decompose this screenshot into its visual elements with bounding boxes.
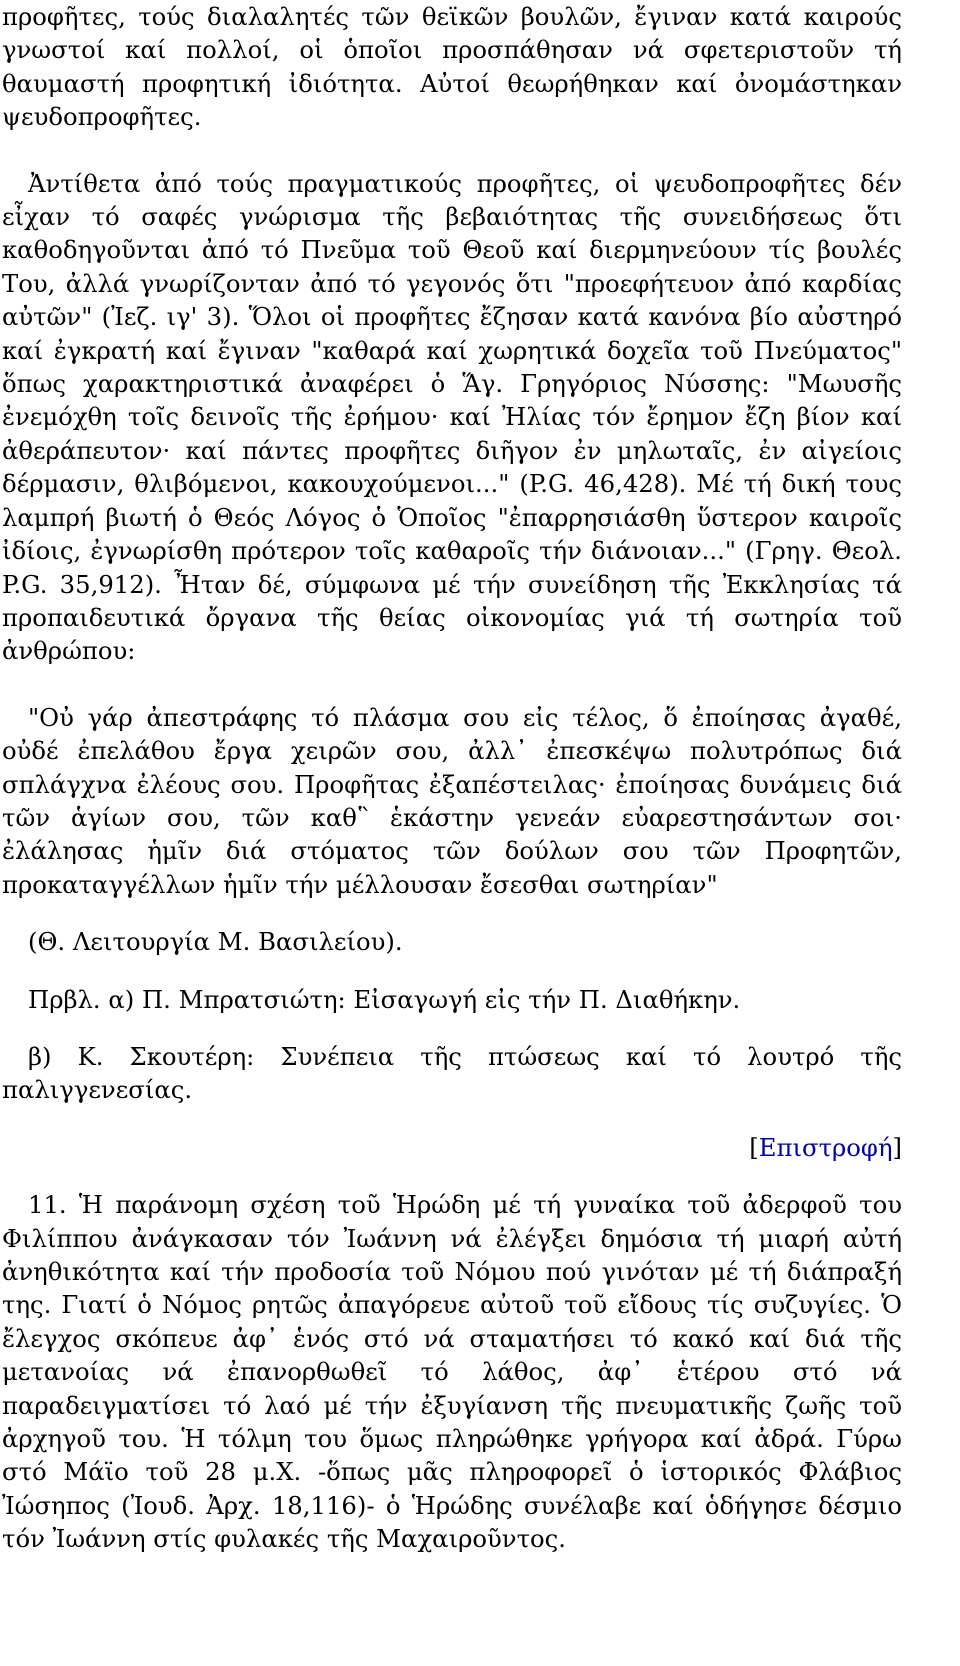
return-link[interactable]: Επιστροφή <box>758 1132 893 1162</box>
footnote-11: 11. Ἡ παράνομη σχέση τοῦ Ἡρώδη μέ τή γυναίκα τοῦ ἀδερφοῦ του Φιλίππου ἀνάγκασαν τόν Ἰωάννη νά ἐλέγξει δημόσια τή μιαρή αὐτή ἀνηθικότητα καί τήν προδοσία τοῦ Νόμου πού γινόταν μέ τή διάπραξή της. Γιατί ὁ Νόμος ρητῶς ἀπαγόρευε αὐτοῦ τοῦ εἴδους τίς συζυγίες. Ὁ ἔλεγχος σκόπευε ἀφ᾽ ἑνός στό νά σταματήσει τό κακό καί διά τῆς μετανοίας νά ἐπανορθωθεῖ τό λάθος, ἀφ᾽ ἑτέρου στό νά παραδειγματίσει τό λαό μέ τήν ἐξυγίανση τῆς πνευματικῆς ζωῆς τοῦ ἀρχηγοῦ του. Ἡ τόλμη του ὅμως πληρώθηκε γρήγορα καί ἀδρά. Γύρω στό Μάϊο τοῦ 28 μ.Χ. -ὅπως μᾶς πληροφορεῖ ὁ ἱστορικός Φλάβιος Ἰώσηπος (Ἰουδ. Ἀρχ. 18,116)- ὁ Ἡρώδης συνέλαβε καί ὁδήγησε δέσμιο τόν Ἰωάννη στίς φυλακές τῆς Μαχαιροῦντος. <box>2 1190 902 1554</box>
return-link-row <box>2 1131 902 1164</box>
liturgy-citation: (Θ. Λειτουργία Μ. Βασιλείου). <box>28 927 403 957</box>
paragraph-spacer <box>2 134 902 167</box>
reference-b: β) Κ. Σκουτέρη: Συνέπεια τῆς πτώσεως καί τό λουτρό τῆς παλιγγενεσίας. <box>2 1041 902 1105</box>
paragraph-spacer <box>2 1107 902 1131</box>
paragraph-spacer <box>2 959 902 983</box>
paragraph-false-prophets-intro: προφῆτες, τούς διαλαλητές τῶν θεϊκῶν βουλῶν, ἔγιναν κατά καιρούς γνωστοί καί πολλοί, οἱ ὁποῖοι προσπάθησαν νά σφετεριστοῦν τή θαυμαστή προφητική ἰδιότητα. Αὐτοί θεωρήθηκαν καί ὀνομάστηκαν ψευδοπροφῆτες. <box>2 2 902 132</box>
paragraph-true-vs-false-prophets: Ἀντίθετα ἀπό τούς πραγματικούς προφῆτες, οἱ ψευδοπροφῆτες δέν εἶχαν τό σαφές γνώρισμα τῆς βεβαιότητας τῆς συνειδήσεως ὅτι καθοδηγοῦνται ἀπό τό Πνεῦμα τοῦ Θεοῦ καί διερμηνεύουν τίς βουλές Του, ἀλλά γνωρίζονταν ἀπό τό γεγονός ὅτι "προεφήτευον ἀπό καρδίας αὐτῶν" (Ἰεζ. ιγ' 3). Ὅλοι οἱ προφῆτες ἔζησαν κατά κανόνα βίο αὐστηρό καί ἐγκρατή καί ἔγιναν "καθαρά καί χωρητικά δοχεῖα τοῦ Πνεύματος" ὅπως χαρακτηριστικά ἀναφέρει ὁ Ἅγ. Γρηγόριος Νύσσης: "Μωυσῆς ἐνεμόχθη τοῖς δεινοῖς τῆς ἐρήμου· καί Ἠλίας τόν ἔρημον ἔζη βίον καί ἀθεράπευτον· καί πάντες προφῆτες διῆγον ἐν μηλωταῖς, ἐν αἰγείοις δέρμασιν, θλιβόμενοι, κακουχούμενοι..." (P.G. 46,428). Μέ τή δική τους λαμπρή βιωτή ὁ Θεός Λόγος ὁ Ὁποῖος "ἐπαρρησιάσθη ὕστερον καιροῖς ἰδίοις, ἐγνωρίσθη πρότερον τοῖς καθαροῖς τήν διάνοιαν..." (Γρηγ. Θεολ. P.G. 35,912). Ἦταν δέ, σύμφωνα μέ τήν συνείδηση τῆς Ἐκκλησίας τά προπαιδευτικά ὄργανα τῆς θείας οἰκονομίας γιά τή σωτηρία τοῦ ἀνθρώπου: <box>2 168 902 666</box>
reference-a: Πρβλ. α) Π. Μπρατσιώτη: Εἰσαγωγή εἰς τήν Π. Διαθήκην. <box>28 984 741 1014</box>
bracket-close: ] <box>892 1132 902 1162</box>
paragraph-spacer <box>2 1016 902 1040</box>
bracket-open: [ <box>749 1132 759 1162</box>
paragraph-spacer <box>2 901 902 925</box>
liturgy-quote: "Οὐ γάρ ἀπεστράφης τό πλάσμα σου εἰς τέλος, ὅ ἐποίησας ἀγαθέ, οὐδέ ἐπελάθου ἔργα χειρῶν σου, ἀλλ᾽ ἐπεσκέψω πολυτρόπως διά σπλάγχνα ἐλέους σου. Προφῆτας ἐξαπέστειλας· ἐποίησας δυνάμεις διά τῶν ἁγίων σου, τῶν καθ῝ ἑκάστην γενεάν εὐαρεστησάντων σοι· ἐλάλησας ἡμῖν διά στόματος τῶν δούλων σου τῶν Προφητῶν, προκαταγγέλλων ἡμῖν τήν μέλλουσαν ἔσεσθαι σωτηρίαν" <box>2 702 902 899</box>
paragraph-spacer <box>2 668 902 701</box>
paragraph-spacer <box>2 1164 902 1188</box>
